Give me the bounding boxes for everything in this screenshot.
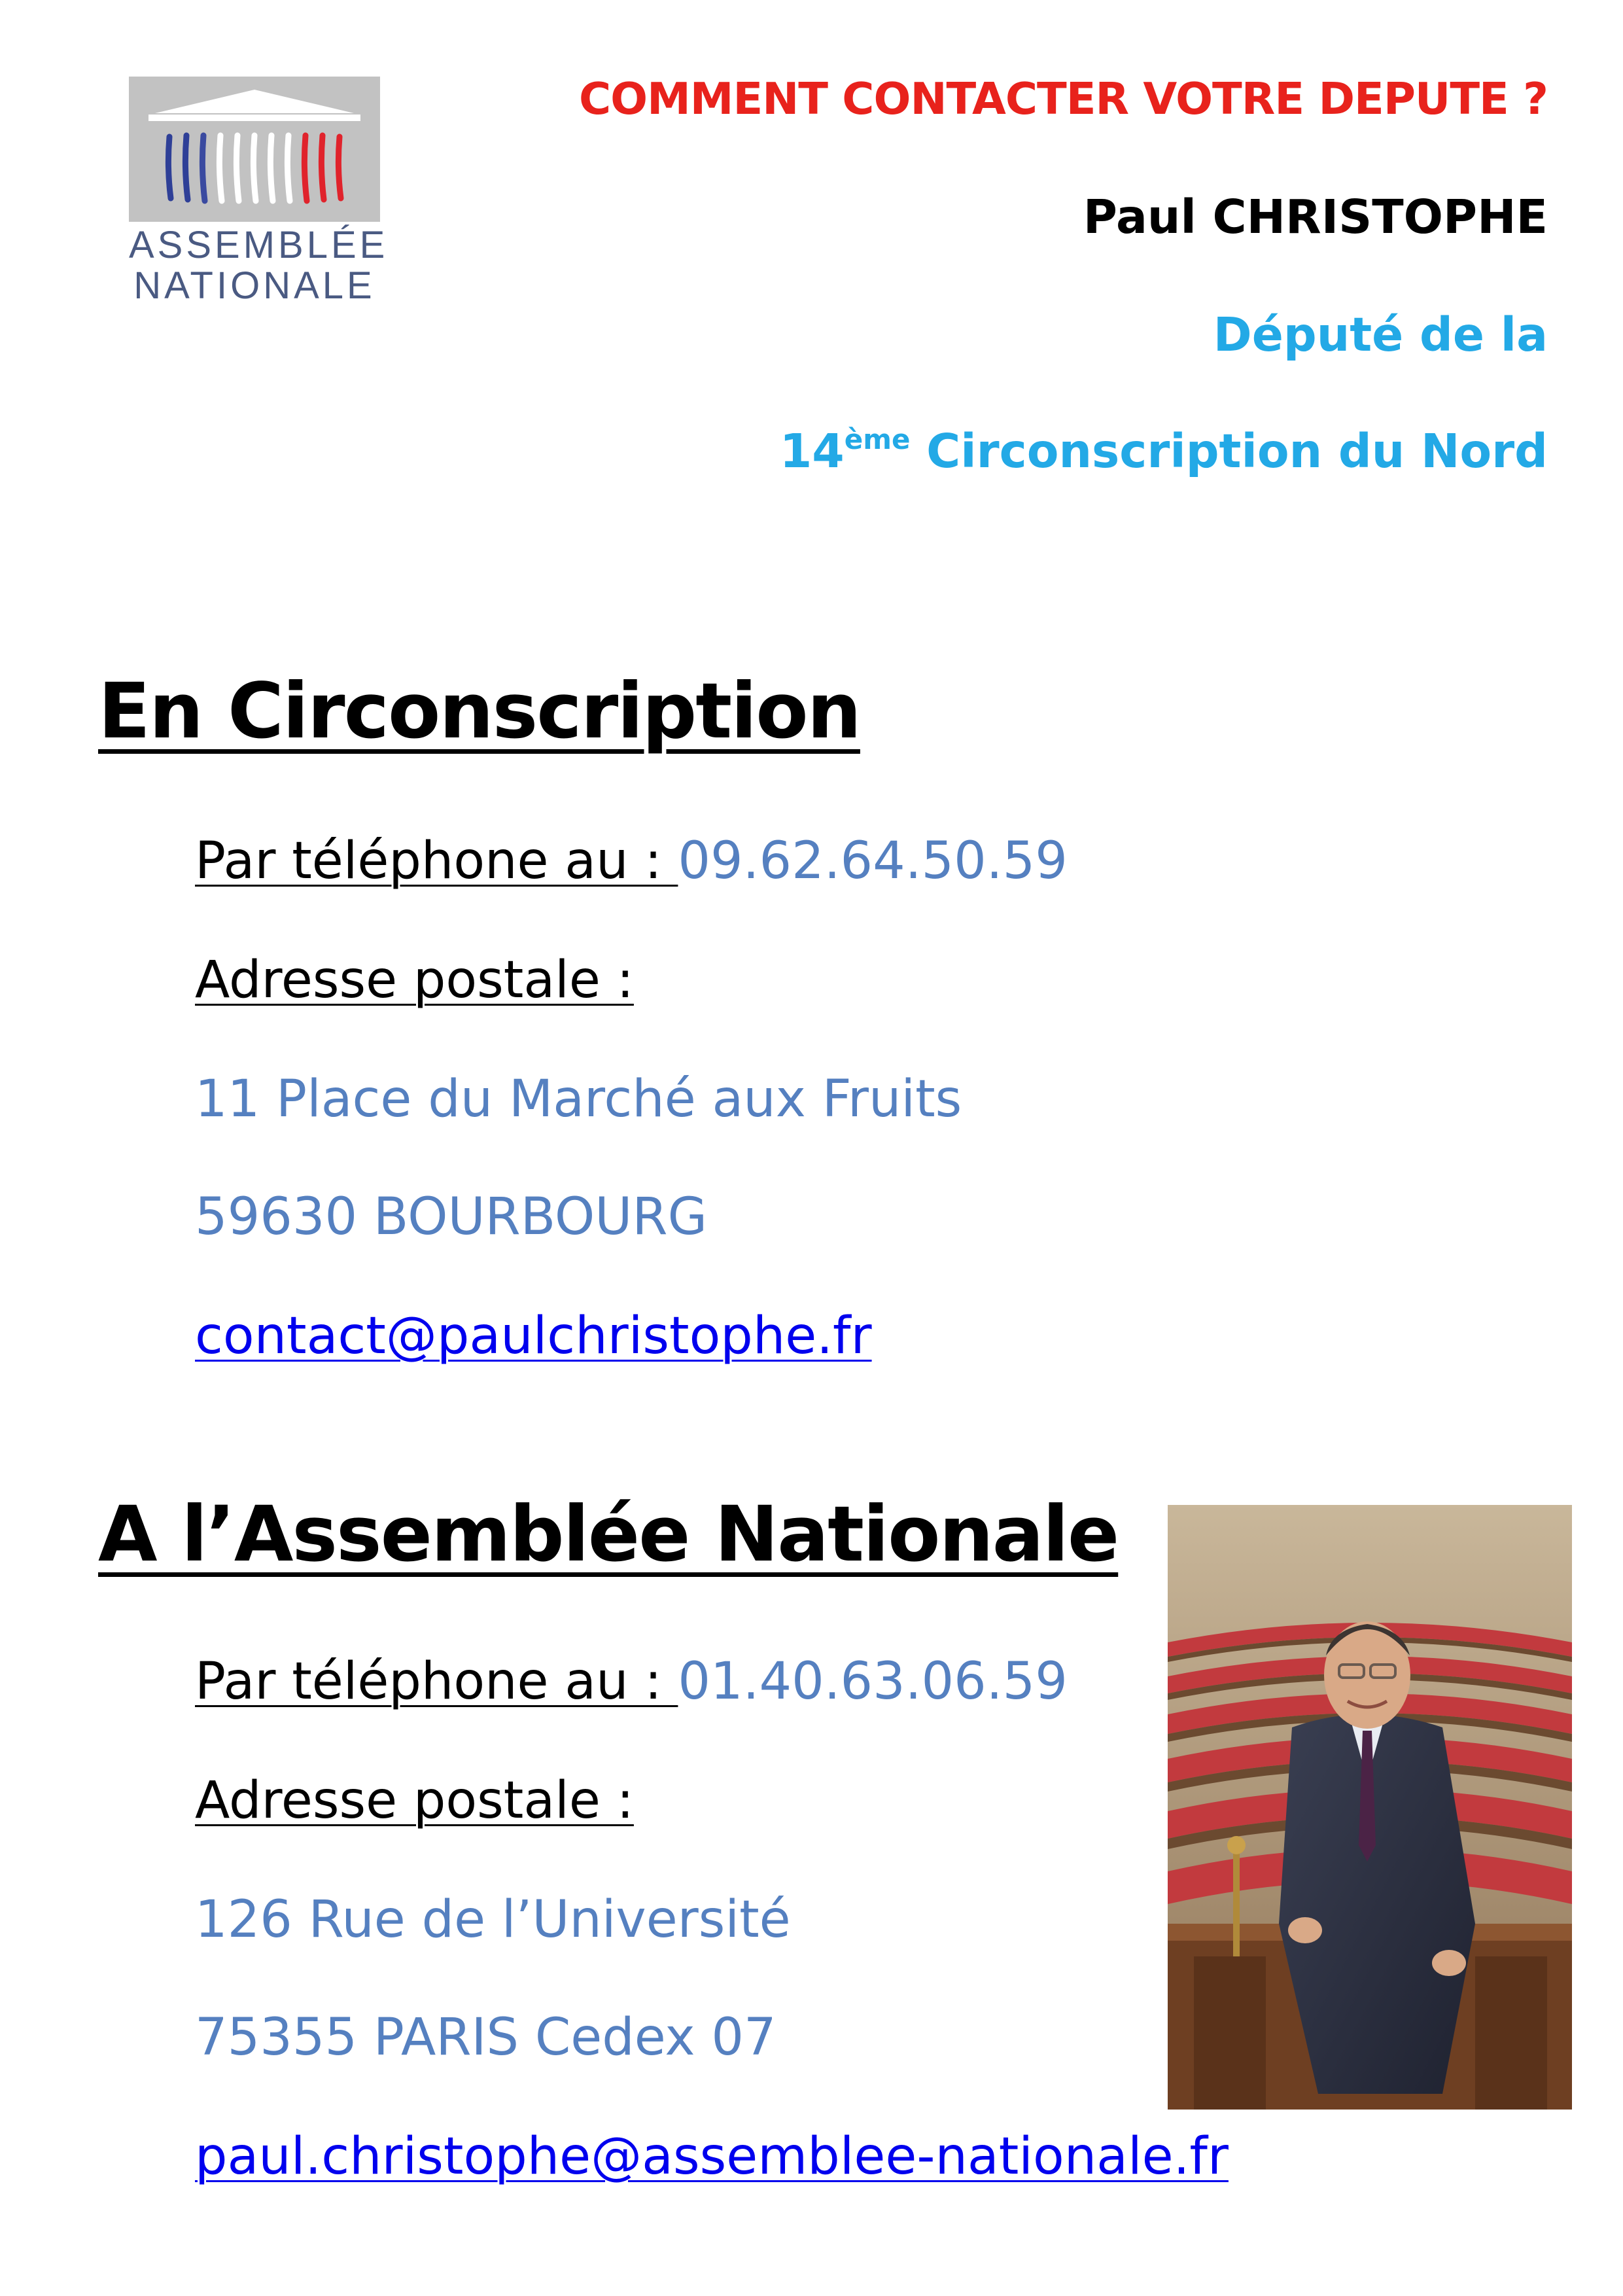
email-link[interactable]: contact@paulchristophe.fr xyxy=(195,1307,872,1366)
assemblee-nationale-logo xyxy=(129,77,389,307)
email-link[interactable]: paul.christophe@assemblee-nationale.fr xyxy=(195,2127,1229,2186)
deputy-role: Député de la xyxy=(1213,308,1548,362)
hemicycle-emblem-icon xyxy=(129,77,380,222)
circonscription-email-row xyxy=(195,1305,872,1368)
phone-number[interactable]: 01.40.63.06.59 xyxy=(678,1652,1068,1711)
address-label: Adresse postale : xyxy=(195,951,634,1010)
assemblee-phone-row xyxy=(195,1650,1068,1713)
deputy-photo xyxy=(1168,1505,1572,2110)
circonscription-number: 14 xyxy=(779,424,845,478)
circonscription-address-line2: 59630 BOURBOURG xyxy=(195,1188,708,1246)
assemblee-address-line1: 126 Rue de l’Université xyxy=(195,1890,791,1949)
phone-number[interactable]: 09.62.64.50.59 xyxy=(678,832,1068,891)
logo-text-line2: NATIONALE xyxy=(133,264,375,307)
section-heading-assemblee: A l’Assemblée Nationale xyxy=(98,1489,1119,1579)
circonscription-address-line1: 11 Place du Marché aux Fruits xyxy=(195,1070,962,1129)
assemblee-address-line2: 75355 PARIS Cedex 07 xyxy=(195,2008,777,2067)
assemblee-email-row xyxy=(195,2125,1229,2188)
phone-label: Par téléphone au : xyxy=(195,1652,678,1711)
circonscription-title xyxy=(780,424,1548,478)
page-title: COMMENT CONTACTER VOTRE DEPUTE ? xyxy=(578,73,1548,124)
circonscription-phone-row xyxy=(195,830,1068,892)
deputy-photo-illustration xyxy=(1168,1505,1572,2110)
circonscription-ordinal: ème xyxy=(844,423,911,455)
assemblee-address-label-row xyxy=(195,1769,634,1832)
circonscription-address-label-row xyxy=(195,949,634,1012)
deputy-name: Paul CHRISTOPHE xyxy=(1083,190,1548,244)
address-label: Adresse postale : xyxy=(195,1771,634,1830)
logo-text-line1: ASSEMBLÉE xyxy=(129,224,389,266)
phone-label: Par téléphone au : xyxy=(195,832,678,891)
circonscription-name: Circonscription du Nord xyxy=(910,424,1548,478)
section-heading-circonscription: En Circonscription xyxy=(98,666,860,756)
